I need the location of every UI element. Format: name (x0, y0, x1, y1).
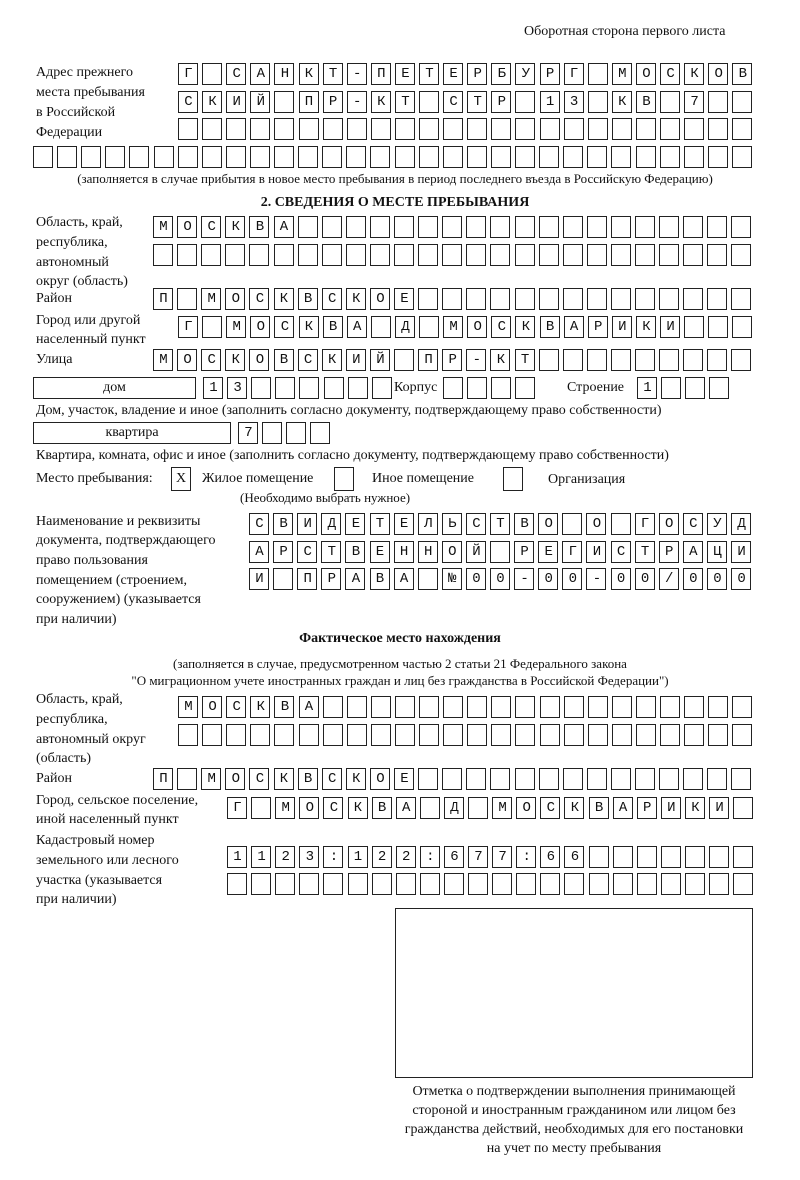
char-cell[interactable] (274, 146, 294, 168)
row-text: МОСКВА (184, 699, 329, 715)
char-cell[interactable] (731, 216, 751, 238)
char-cell[interactable] (275, 873, 295, 895)
char-cell[interactable] (515, 118, 535, 140)
char-cell[interactable] (708, 316, 728, 338)
char-cell[interactable] (731, 288, 751, 310)
district-label: Район (36, 291, 72, 306)
confirmation-caption-4: на учет по месту пребывания (486, 1141, 662, 1156)
region-label-2: республика, (36, 235, 108, 250)
section2-title: 2. СВЕДЕНИЯ О МЕСТЕ ПРЕБЫВАНИЯ (260, 195, 530, 210)
char-cell[interactable] (636, 146, 656, 168)
char-cell[interactable] (635, 288, 655, 310)
char-cell[interactable] (515, 216, 535, 238)
char-cell[interactable] (709, 377, 729, 399)
char-cell[interactable] (660, 118, 680, 140)
char-cell[interactable] (323, 873, 343, 895)
char-cell[interactable] (733, 846, 753, 868)
char-cell[interactable] (347, 724, 367, 746)
char-cell[interactable] (491, 724, 511, 746)
char-cell[interactable] (589, 873, 609, 895)
char-cell[interactable] (372, 377, 392, 399)
row-text: 13 (209, 380, 258, 396)
char-cell[interactable] (298, 146, 318, 168)
char-cell[interactable] (227, 873, 247, 895)
prev-address-label-2: места пребывания (36, 85, 145, 100)
char-cell[interactable] (491, 118, 511, 140)
char-cell[interactable] (709, 846, 729, 868)
char-cell[interactable] (81, 146, 101, 168)
char-cell[interactable] (635, 349, 655, 371)
city-label-2: населенный пункт (36, 332, 146, 347)
char-cell[interactable] (635, 244, 655, 266)
char-cell[interactable] (467, 377, 487, 399)
char-cell[interactable] (466, 216, 486, 238)
char-cell[interactable] (154, 146, 174, 168)
document-label-5: сооружением) (указывается (36, 592, 201, 607)
cadastral-label-4: при наличии) (36, 892, 117, 907)
char-cell[interactable] (323, 118, 343, 140)
char-cell[interactable] (612, 724, 632, 746)
region-label-4: округ (область) (36, 274, 128, 289)
char-cell[interactable] (635, 216, 655, 238)
char-cell[interactable] (588, 724, 608, 746)
char-cell[interactable] (420, 873, 440, 895)
char-cell[interactable] (251, 873, 271, 895)
char-cell[interactable] (732, 146, 752, 168)
char-cell[interactable] (685, 846, 705, 868)
actual-city-label-2: иной населенный пункт (36, 812, 179, 827)
char-cell[interactable] (226, 118, 246, 140)
char-cell[interactable] (346, 146, 366, 168)
region-label-1: Область, край, (36, 215, 123, 230)
char-cell[interactable] (707, 216, 727, 238)
char-cell[interactable] (707, 768, 727, 790)
char-cell[interactable] (467, 146, 487, 168)
char-cell[interactable] (202, 724, 222, 746)
char-cell[interactable] (587, 244, 607, 266)
document-label-4: помещением (строением, (36, 573, 187, 588)
prev-address-note: (заполняется в случае прибытия в новое место пребывания в период последнего въезда в Российскую Федерацию) (77, 171, 713, 186)
char-cell[interactable] (587, 288, 607, 310)
char-cell[interactable] (540, 724, 560, 746)
char-cell[interactable] (515, 724, 535, 746)
char-cell[interactable] (347, 696, 367, 718)
char-cell[interactable] (395, 146, 415, 168)
char-cell[interactable] (491, 696, 511, 718)
document-label-1: Наименование и реквизиты (36, 514, 201, 529)
char-cell[interactable] (708, 696, 728, 718)
char-cell[interactable] (684, 118, 704, 140)
char-cell[interactable] (249, 244, 269, 266)
char-cell[interactable] (637, 873, 657, 895)
char-cell[interactable] (613, 846, 633, 868)
char-cell[interactable] (685, 873, 705, 895)
row-text: П МОСКВСКОЕ (159, 291, 425, 307)
char-cell[interactable] (564, 118, 584, 140)
street-label: Улица (36, 352, 73, 367)
row-text: АРСТВЕННОЙ РЕГИСТРАЦИ (255, 544, 762, 560)
char-cell[interactable] (707, 349, 727, 371)
char-cell[interactable] (540, 873, 560, 895)
char-cell[interactable] (324, 377, 344, 399)
char-cell[interactable] (298, 244, 318, 266)
char-cell[interactable] (419, 696, 439, 718)
char-cell[interactable] (660, 724, 680, 746)
char-cell[interactable] (539, 244, 559, 266)
char-cell[interactable] (587, 146, 607, 168)
char-cell[interactable] (250, 146, 270, 168)
char-cell[interactable] (637, 846, 657, 868)
char-cell[interactable] (539, 146, 559, 168)
char-cell[interactable] (394, 216, 414, 238)
char-cell[interactable] (732, 724, 752, 746)
char-cell[interactable] (490, 216, 510, 238)
char-cell[interactable] (286, 422, 306, 444)
stay-note: (Необходимо выбрать нужное) (240, 490, 411, 505)
row-text: И ПРАВА №00-00-00/000 (255, 571, 762, 587)
char-cell[interactable] (515, 696, 535, 718)
char-cell[interactable] (370, 146, 390, 168)
char-cell[interactable] (371, 118, 391, 140)
char-cell[interactable] (684, 146, 704, 168)
char-cell[interactable] (660, 696, 680, 718)
char-cell[interactable] (683, 288, 703, 310)
char-cell[interactable] (444, 873, 464, 895)
char-cell[interactable] (707, 288, 727, 310)
char-cell[interactable] (442, 216, 462, 238)
char-cell[interactable] (466, 768, 486, 790)
char-cell[interactable] (490, 244, 510, 266)
confirmation-stamp-box (395, 908, 753, 1078)
char-cell[interactable] (299, 118, 319, 140)
char-cell[interactable] (659, 349, 679, 371)
char-cell[interactable] (539, 216, 559, 238)
char-cell[interactable] (707, 244, 727, 266)
char-cell[interactable] (490, 768, 510, 790)
char-cell[interactable] (310, 422, 330, 444)
prev-address-label-3: в Российской (36, 105, 116, 120)
char-cell[interactable] (395, 118, 415, 140)
char-cell[interactable] (323, 724, 343, 746)
char-cell[interactable] (418, 216, 438, 238)
building-label: Строение (567, 380, 625, 395)
stay-option-residential-checkbox[interactable]: X (171, 467, 191, 491)
char-cell[interactable] (588, 118, 608, 140)
char-cell[interactable] (635, 768, 655, 790)
char-cell[interactable] (515, 377, 535, 399)
document-label-6: при наличии) (36, 612, 117, 627)
char-cell[interactable] (563, 216, 583, 238)
char-cell[interactable] (516, 873, 536, 895)
char-cell[interactable] (683, 244, 703, 266)
char-cell[interactable] (733, 873, 753, 895)
row-text: МОСКОВСКИЙ ПР-КТ (159, 352, 545, 368)
char-cell[interactable] (611, 244, 631, 266)
row-text: 7 (244, 425, 269, 441)
char-cell[interactable] (659, 768, 679, 790)
char-cell[interactable] (419, 118, 439, 140)
char-cell[interactable] (467, 696, 487, 718)
char-cell[interactable] (468, 873, 488, 895)
row-text: П МОСКВСКОЕ (159, 771, 425, 787)
char-cell[interactable] (274, 244, 294, 266)
char-cell[interactable] (563, 288, 583, 310)
char-cell[interactable] (178, 118, 198, 140)
char-cell[interactable] (201, 244, 221, 266)
cadastral-label-3: участка (указывается (36, 873, 163, 888)
char-cell[interactable] (588, 696, 608, 718)
region-label-3: автономный (36, 255, 109, 270)
row-text: Г МОСКВА Д МОСКВАРИКИ (233, 800, 740, 816)
page-side-note: Оборотная сторона первого листа (524, 24, 726, 39)
char-cell[interactable] (443, 724, 463, 746)
char-cell[interactable] (613, 873, 633, 895)
char-cell[interactable] (419, 724, 439, 746)
char-cell[interactable] (153, 244, 173, 266)
char-cell[interactable] (442, 288, 462, 310)
char-cell[interactable] (371, 724, 391, 746)
char-cell[interactable] (466, 288, 486, 310)
char-cell[interactable] (731, 768, 751, 790)
char-cell[interactable] (492, 873, 512, 895)
char-cell[interactable] (372, 873, 392, 895)
char-cell[interactable] (563, 244, 583, 266)
char-cell[interactable] (274, 118, 294, 140)
char-cell[interactable] (33, 146, 53, 168)
char-cell[interactable] (57, 146, 77, 168)
char-cell[interactable] (612, 118, 632, 140)
char-cell[interactable] (539, 288, 559, 310)
char-cell[interactable] (685, 377, 705, 399)
row-text: 1123:122:677:66 (233, 849, 595, 865)
char-cell[interactable] (539, 768, 559, 790)
char-cell[interactable] (395, 724, 415, 746)
char-cell[interactable] (178, 724, 198, 746)
char-cell[interactable] (226, 146, 246, 168)
char-cell[interactable] (731, 349, 751, 371)
row-text: Г МОСКВА Д МОСКВАРИКИ (184, 319, 691, 335)
char-cell[interactable] (611, 146, 631, 168)
char-cell[interactable] (177, 244, 197, 266)
apartment-note: Квартира, комната, офис и иное (заполнить согласно документу, подтверждающему право собственности) (36, 448, 669, 463)
char-cell[interactable] (346, 244, 366, 266)
char-cell[interactable] (515, 244, 535, 266)
char-cell[interactable] (299, 377, 319, 399)
prev-address-label-1: Адрес прежнего (36, 65, 133, 80)
char-cell[interactable] (709, 873, 729, 895)
stay-option-organization-label: Организация (548, 472, 626, 487)
char-cell[interactable] (443, 377, 463, 399)
char-cell[interactable] (515, 146, 535, 168)
char-cell[interactable] (322, 244, 342, 266)
confirmation-caption-3: гражданства действий, необходимых для его постановки (404, 1122, 744, 1137)
char-cell[interactable] (129, 146, 149, 168)
confirmation-caption-1: Отметка о подтверждении выполнения принимающей (412, 1084, 736, 1099)
stay-place-label: Место пребывания: (36, 471, 153, 486)
char-cell[interactable] (661, 846, 681, 868)
char-cell[interactable] (370, 244, 390, 266)
char-cell[interactable] (563, 349, 583, 371)
actual-region-label-1: Область, край, (36, 692, 123, 707)
char-cell[interactable] (274, 724, 294, 746)
char-cell[interactable] (732, 696, 752, 718)
char-cell[interactable] (611, 349, 631, 371)
char-cell[interactable] (587, 768, 607, 790)
stay-option-organization-checkbox[interactable] (503, 467, 523, 491)
char-cell[interactable] (348, 377, 368, 399)
stay-option-other-label: Иное помещение (372, 471, 474, 486)
char-cell[interactable] (370, 216, 390, 238)
actual-note-1: (заполняется в случае, предусмотренном частью 2 статьи 21 Федерального закона (173, 656, 627, 671)
char-cell[interactable] (515, 288, 535, 310)
row-text: СВИДЕТЕЛЬСТВО О ГОСУД (255, 516, 762, 532)
char-cell[interactable] (731, 244, 751, 266)
char-cell[interactable] (708, 146, 728, 168)
document-label-3: право пользования (36, 553, 148, 568)
char-cell[interactable] (659, 288, 679, 310)
cadastral-label-1: Кадастровый номер (36, 833, 155, 848)
actual-region-label-2: республика, (36, 712, 108, 727)
char-cell[interactable] (540, 696, 560, 718)
char-cell[interactable] (611, 288, 631, 310)
char-cell[interactable] (178, 146, 198, 168)
char-cell[interactable] (443, 696, 463, 718)
actual-title: Фактическое место нахождения (299, 631, 501, 646)
char-cell[interactable] (708, 724, 728, 746)
char-cell[interactable] (540, 118, 560, 140)
char-cell[interactable] (563, 146, 583, 168)
char-cell[interactable] (611, 768, 631, 790)
char-cell[interactable] (683, 216, 703, 238)
row-text: СКИЙ ПР-КТ СТР 13 КВ 7 (184, 94, 715, 110)
confirmation-caption-2: стороной и иностранным гражданином или лицом без (412, 1103, 736, 1118)
prev-address-label-4: Федерации (36, 125, 103, 140)
char-cell[interactable] (612, 696, 632, 718)
char-cell[interactable] (442, 768, 462, 790)
char-cell[interactable] (395, 696, 415, 718)
char-cell[interactable] (442, 244, 462, 266)
char-cell[interactable] (491, 377, 511, 399)
char-cell[interactable] (443, 118, 463, 140)
char-cell[interactable] (396, 873, 416, 895)
char-cell[interactable] (732, 316, 752, 338)
char-cell[interactable] (250, 118, 270, 140)
char-cell[interactable] (250, 724, 270, 746)
char-cell[interactable] (563, 768, 583, 790)
char-cell[interactable] (684, 724, 704, 746)
char-cell[interactable] (732, 118, 752, 140)
city-label-1: Город или другой (36, 313, 141, 328)
stay-option-residential-label: Жилое помещение (202, 471, 314, 486)
char-cell[interactable] (611, 216, 631, 238)
char-cell[interactable] (564, 873, 584, 895)
char-cell[interactable] (443, 146, 463, 168)
char-cell[interactable] (418, 244, 438, 266)
char-cell[interactable] (564, 724, 584, 746)
char-cell[interactable] (299, 724, 319, 746)
char-cell[interactable] (636, 696, 656, 718)
cadastral-label-2: земельного или лесного (36, 853, 179, 868)
char-cell[interactable] (659, 216, 679, 238)
char-cell[interactable] (105, 146, 125, 168)
char-cell[interactable] (732, 91, 752, 113)
char-cell[interactable] (202, 118, 222, 140)
actual-city-label-1: Город, сельское поселение, (36, 793, 199, 808)
row-text: Г САНКТ-ПЕТЕРБУРГ МОСКОВ (184, 66, 763, 82)
char-cell[interactable] (322, 146, 342, 168)
char-cell[interactable] (661, 873, 681, 895)
actual-region-label-4: (область) (36, 751, 92, 766)
row-text: 1 (643, 380, 668, 396)
char-cell[interactable] (419, 146, 439, 168)
char-cell[interactable] (467, 118, 487, 140)
actual-region-label-3: автономный округ (36, 732, 146, 747)
actual-district-label: Район (36, 771, 72, 786)
char-cell[interactable] (490, 288, 510, 310)
char-cell[interactable] (515, 768, 535, 790)
char-cell[interactable] (226, 724, 246, 746)
char-cell[interactable] (348, 873, 368, 895)
actual-note-2: "О миграционном учете иностранных граждан и лиц без гражданства в Российской Федерации") (131, 673, 669, 688)
apartment-type-field[interactable]: квартира (33, 422, 231, 444)
char-cell[interactable] (683, 768, 703, 790)
char-cell[interactable] (684, 696, 704, 718)
char-cell[interactable] (587, 349, 607, 371)
char-cell[interactable] (322, 216, 342, 238)
char-cell[interactable] (394, 244, 414, 266)
char-cell[interactable] (275, 377, 295, 399)
char-cell[interactable] (491, 146, 511, 168)
house-type-field[interactable]: дом (33, 377, 196, 399)
char-cell[interactable] (202, 146, 222, 168)
char-cell[interactable] (371, 696, 391, 718)
document-label-2: документа, подтверждающего (36, 533, 216, 548)
char-cell[interactable] (347, 118, 367, 140)
char-cell[interactable] (636, 118, 656, 140)
char-cell[interactable] (587, 216, 607, 238)
korpus-label: Корпус (394, 380, 438, 395)
char-cell[interactable] (708, 118, 728, 140)
house-note: Дом, участок, владение и иное (заполнить согласно документу, подтверждающему право собственности) (36, 403, 662, 418)
char-cell[interactable] (467, 724, 487, 746)
char-cell[interactable] (660, 146, 680, 168)
char-cell[interactable] (636, 724, 656, 746)
char-cell[interactable] (564, 696, 584, 718)
char-cell[interactable] (346, 216, 366, 238)
char-cell[interactable] (683, 349, 703, 371)
char-cell[interactable] (466, 244, 486, 266)
char-cell[interactable] (659, 244, 679, 266)
row-text: МОСКВА (159, 219, 304, 235)
char-cell[interactable] (299, 873, 319, 895)
char-cell[interactable] (225, 244, 245, 266)
